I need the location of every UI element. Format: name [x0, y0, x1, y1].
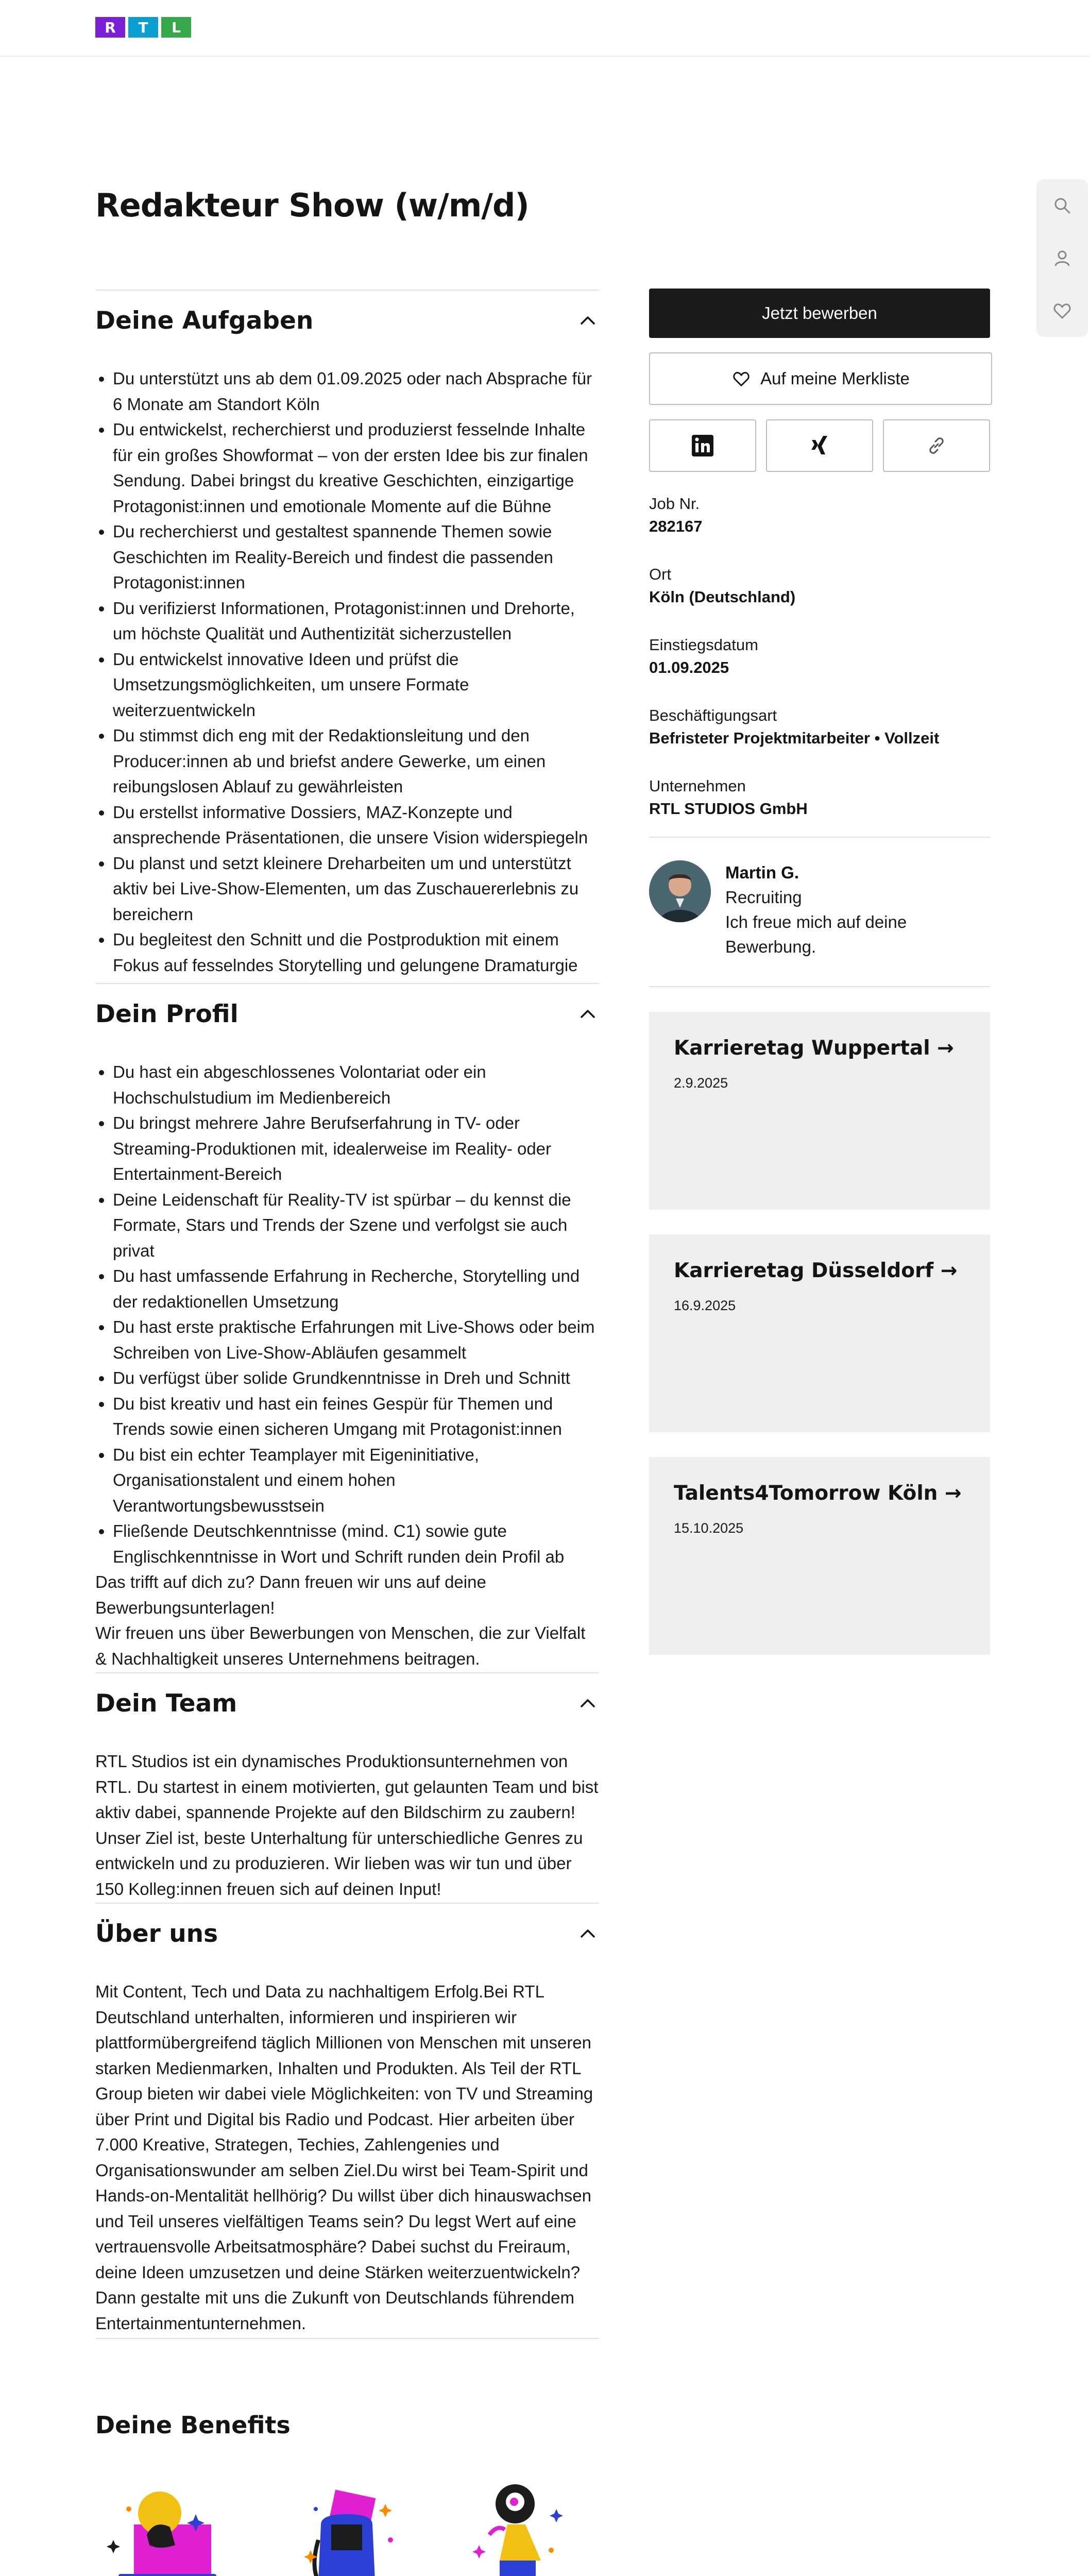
- event-title[interactable]: Karrieretag Wuppertal →: [674, 1037, 954, 1060]
- benefit-item: [259, 2473, 434, 2576]
- xing-icon: [808, 434, 831, 457]
- user-icon: [1052, 248, 1072, 268]
- chevron-up-icon: [576, 1922, 599, 1945]
- floating-toolbar: [1036, 179, 1088, 337]
- profil-closing-text: Das trifft auf dich zu? Dann freuen wir uns auf deine Bewerbungsunterlagen!: [95, 1572, 486, 1617]
- list-item: • Du hast ein abgeschlossenes Volontariat oder ein Hochschulstudium im Medienbereich: [113, 1059, 599, 1110]
- section-aufgaben-toggle[interactable]: [95, 291, 599, 350]
- benefits-title: Deine Benefits: [95, 2411, 291, 2439]
- share-linkedin-button[interactable]: [649, 419, 756, 472]
- heart-icon: [731, 369, 751, 388]
- list-item: • Deine Leidenschaft für Reality-TV ist spürbar – du kennst die Formate, Stars und Trends der Szene und verfolgst sie auch privat: [113, 1187, 599, 1264]
- event-card[interactable]: [649, 1234, 990, 1432]
- arrow-right-icon: →: [937, 1037, 954, 1060]
- section-team-title: Dein Team: [95, 1689, 237, 1718]
- section-profil: [95, 983, 599, 1672]
- list-item: • Du entwickelst, recherchierst und produzierst fesselnde Inhalte für ein großes Showformat – von der ersten Idee bis zur finalen Sendung. Dabei bringst du kreative Geschichten, einzigartige Protagonist:innen und emotionale Momente auf die Bühne: [113, 417, 599, 519]
- job-facts: [649, 493, 990, 820]
- list-item: • Du unterstützt uns ab dem 01.09.2025 oder nach Absprache für 6 Monate am Standort Köln: [113, 366, 599, 417]
- list-item: • Du verifizierst Informationen, Protagonist:innen und Drehorte, um höchste Qualität und Authentizität sicherzustellen: [113, 596, 599, 647]
- fact-value: 01.09.2025: [649, 658, 729, 676]
- chevron-up-icon: [576, 1692, 599, 1715]
- recruiter-message: Ich freue mich auf deine Bewerbung.: [725, 912, 907, 956]
- chevron-up-icon: [576, 309, 599, 332]
- recruiter-name: Martin G.: [725, 863, 799, 882]
- fact-label: Unternehmen: [649, 777, 746, 795]
- fact-job-number: [649, 493, 990, 538]
- aufgaben-list: [95, 366, 599, 983]
- fact-value: Köln (Deutschland): [649, 588, 796, 606]
- arrow-right-icon: →: [945, 1482, 962, 1505]
- apply-button[interactable]: Jetzt bewerben: [649, 289, 990, 338]
- logo-letter-r: R: [95, 17, 125, 38]
- site-header: [0, 0, 1090, 57]
- recruiter-card: [649, 838, 990, 986]
- sidebar-divider: [649, 986, 990, 987]
- diversity-text: Wir freuen uns über Bewerbungen von Menschen, die zur Vielfalt & Nachhaltigkeit unseres Unternehmens beitragen.: [95, 1623, 586, 1668]
- list-item: • Du bringst mehrere Jahre Berufserfahrung in TV- oder Streaming-Produktionen mit, idealerweise im Reality- oder Entertainment-Bereich: [113, 1110, 599, 1187]
- event-title[interactable]: Talents4Tomorrow Köln →: [674, 1482, 962, 1505]
- recruiter-info: [725, 860, 990, 959]
- benefit-item: [428, 2473, 603, 2576]
- fact-label: Job Nr.: [649, 495, 700, 513]
- fact-value: RTL STUDIOS GmbH: [649, 800, 808, 818]
- fact-value: 282167: [649, 517, 703, 535]
- page-title: Redakteur Show (w/m/d): [95, 187, 529, 224]
- list-item: • Du entwickelst innovative Ideen und prüfst die Umsetzungsmöglichkeiten, um unsere Formate weiterzuentwickeln: [113, 647, 599, 723]
- list-item: • Du bist kreativ und hast ein feines Gespür für Themen und Trends sowie einen sicheren Umgang mit Protagonist:innen: [113, 1391, 599, 1442]
- section-profil-toggle[interactable]: [95, 984, 599, 1044]
- account-button[interactable]: [1036, 232, 1088, 284]
- add-to-watchlist-button[interactable]: [649, 352, 992, 405]
- logo-letter-t: T: [128, 17, 158, 38]
- fact-label: Beschäftigungsart: [649, 706, 777, 724]
- section-team: [95, 1672, 599, 1903]
- fact-employment-type: [649, 704, 990, 750]
- tech-robot-icon: [448, 2473, 582, 2576]
- list-item: • Du stimmst dich eng mit der Redaktionsleitung und den Producer:innen ab und briefst andere Gewerke, um einen reibungslosen Ablauf zu gewährleisten: [113, 723, 599, 800]
- rtl-logo[interactable]: [95, 17, 191, 38]
- avatar: [649, 860, 711, 922]
- fact-label: Einstiegsdatum: [649, 636, 758, 654]
- job-sidebar: [649, 289, 990, 1655]
- share-buttons: [649, 419, 990, 472]
- search-icon: [1052, 195, 1072, 216]
- fact-value: Befristeter Projektmitarbeiter • Vollzeit: [649, 729, 940, 747]
- section-aufgaben: [95, 290, 599, 983]
- section-team-toggle[interactable]: [95, 1673, 599, 1733]
- arrow-right-icon: →: [940, 1259, 958, 1282]
- share-xing-button[interactable]: [766, 419, 873, 472]
- event-date: 16.9.2025: [674, 1298, 736, 1313]
- copy-link-button[interactable]: [883, 419, 990, 472]
- fact-location: [649, 563, 990, 608]
- section-divider: [95, 2338, 599, 2339]
- list-item: • Du verfügst über solide Grundkenntnisse in Dreh und Schnitt: [113, 1365, 599, 1391]
- list-item: • Du begleitest den Schnitt und die Postproduktion mit einem Fokus auf fesselndes Storytelling und gelungene Dramaturgie: [113, 927, 599, 978]
- section-ueber-uns-toggle[interactable]: [95, 1904, 599, 1963]
- watchlist-button[interactable]: [1036, 284, 1088, 337]
- section-profil-title: Dein Profil: [95, 999, 239, 1028]
- event-date: 2.9.2025: [674, 1075, 728, 1091]
- list-item: • Du erstellst informative Dossiers, MAZ-Konzepte und ansprechende Präsentationen, die unsere Vision widerspiegeln: [113, 800, 599, 851]
- recruiter-photo-icon: [649, 860, 711, 922]
- link-icon: [925, 434, 948, 457]
- list-item: • Du hast umfassende Erfahrung in Recherche, Storytelling und der redaktionellen Umsetzung: [113, 1263, 599, 1314]
- backpack-tablet-icon: [280, 2473, 414, 2576]
- laptop-lightbulb-icon: [98, 2473, 232, 2576]
- profil-list: [95, 1059, 599, 1569]
- event-title[interactable]: Karrieretag Düsseldorf →: [674, 1259, 958, 1282]
- event-card[interactable]: [649, 1012, 990, 1210]
- list-item: • Du planst und setzt kleinere Dreharbeiten um und unterstützt aktiv bei Live-Show-Elementen, um das Zuschauererlebnis zu bereichern: [113, 851, 599, 927]
- recruiter-role: Recruiting: [725, 888, 802, 907]
- search-button[interactable]: [1036, 179, 1088, 232]
- event-card[interactable]: [649, 1457, 990, 1655]
- list-item: • Du bist ein echter Teamplayer mit Eigeninitiative, Organisationstalent und einem hohen Verantwortungsbewusstsein: [113, 1442, 599, 1519]
- list-item: • Du hast erste praktische Erfahrungen mit Live-Shows oder beim Schreiben von Live-Show-Abläufen gesammelt: [113, 1314, 599, 1365]
- list-item: • Du recherchierst und gestaltest spannende Themen sowie Geschichten im Reality-Bereich und findest die passenden Protagonist:innen: [113, 519, 599, 596]
- fact-company: [649, 775, 990, 820]
- section-ueber-uns-title: Über uns: [95, 1919, 218, 1948]
- benefit-item: [77, 2473, 252, 2576]
- chevron-up-icon: [576, 1003, 599, 1025]
- team-text: RTL Studios ist ein dynamisches Produktionsunternehmen von RTL. Du startest in einem motivierten, gut gelaunten Team und bist aktiv dabei, spannende Projekte auf den Bildschirm zu zaubern! Unser Ziel ist, beste Unterhaltung für unterschiedliche Genres zu entwickeln und zu produzieren. Wir lieben was wir tun und über 150 Kolleg:innen freuen sich auf deinen Input!: [95, 1752, 599, 1899]
- event-date: 15.10.2025: [674, 1520, 744, 1536]
- watchlist-label: Auf meine Merkliste: [760, 369, 910, 388]
- logo-letter-l: L: [161, 17, 191, 38]
- job-description: [95, 290, 599, 2339]
- ueber-uns-text: Mit Content, Tech und Data zu nachhaltigem Erfolg.Bei RTL Deutschland unterhalten, informieren und inspirieren wir plattformübergreifend täglich Millionen von Menschen mit unseren starken Medienmarken, Inhalten und Produkten. Als Teil der RTL Group bieten wir dabei viele Möglichkeiten: von TV und Streaming über Print und Digital bis Radio und Podcast. Hier arbeiten über 7.000 Kreative, Strategen, Techies, Zahlengenies und Organisationswunder am selben Ziel.Du wirst bei Team-Spirit und Hands-on-Mentalität hellhörig? Du willst über dich hinauswachsen und Teil unseres vielfältigen Teams sein? Du legst Wert auf eine vertrauensvolle Arbeitsatmosphäre? Dabei suchst du Freiraum, deine Ideen umzusetzen und deine Stärken weiterzuentwickeln? Dann gestalte mit uns die Zukunft von Deutschlands führendem Entertainmentunternehmen.: [95, 1982, 593, 2333]
- section-aufgaben-title: Deine Aufgaben: [95, 306, 314, 335]
- fact-label: Ort: [649, 565, 672, 583]
- heart-icon: [1052, 300, 1072, 321]
- fact-start-date: [649, 634, 990, 679]
- linkedin-icon: [691, 434, 714, 457]
- section-ueber-uns: [95, 1903, 599, 2338]
- list-item: • Fließende Deutschkenntnisse (mind. C1) sowie gute Englischkenntnisse in Wort und Schrift runden dein Profil ab: [113, 1518, 599, 1569]
